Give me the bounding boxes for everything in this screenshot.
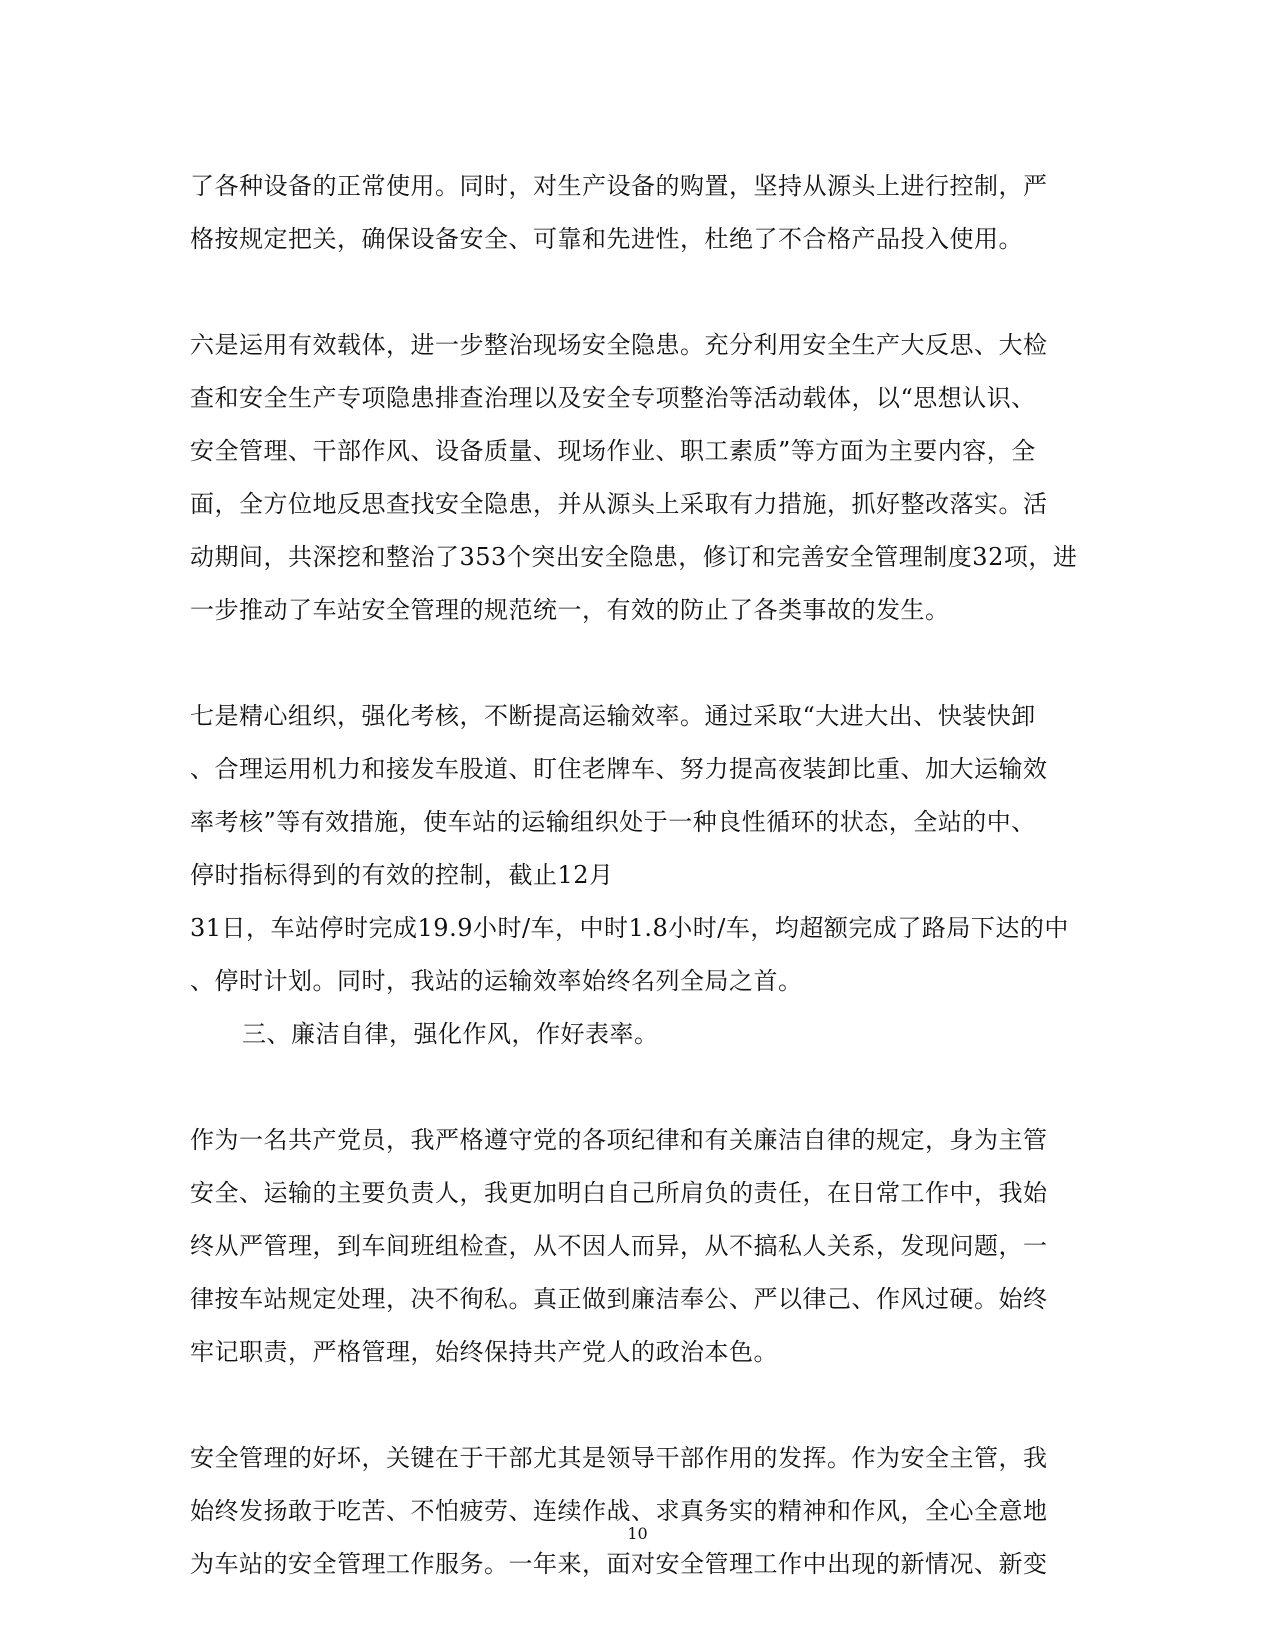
document-body [190,160,1090,1591]
paragraph-gap [190,266,1090,319]
text-line: 律按车站规定处理，决不徇私。真正做到廉洁奉公、严以律己、作风过硬。始终 [190,1285,1048,1313]
paragraph-party-member [190,1114,1090,1379]
text-line: 始终发扬敢于吃苦、不怕疲劳、连续作战、求真务实的精神和作风，全心全意地 [190,1497,1048,1525]
paragraph-item-six [190,319,1090,637]
paragraph-gap [190,1379,1090,1432]
section-heading: 三、廉洁自律，强化作风，作好表率。 [242,1020,659,1048]
paragraph-safety-management [190,1432,1090,1591]
text-line: 了各种设备的正常使用。同时，对生产设备的购置，坚持从源头上进行控制，严 [190,172,1048,200]
page-number: 10 [627,1524,648,1543]
paragraph-item-seven [190,690,1090,1008]
text-line: 作为一名共产党员，我严格遵守党的各项纪律和有关廉洁自律的规定，身为主管 [190,1126,1048,1154]
text-line: 终从严管理，到车间班组检查，从不因人而异，从不搞私人关系，发现问题，一 [190,1232,1048,1260]
text-line: 面，全方位地反思查找安全隐患，并从源头上采取有力措施，抓好整改落实。活 [190,490,1048,518]
paragraph-equipment [190,160,1090,266]
text-line: 一步推动了车站安全管理的规范统一，有效的防止了各类事故的发生。 [190,596,950,624]
text-line: 格按规定把关，确保设备安全、可靠和先进性，杜绝了不合格产品投入使用。 [190,225,1023,253]
text-line: 、停时计划。同时，我站的运输效率始终名列全局之首。 [190,967,803,995]
text-line: 率考核”等有效措施，使车站的运输组织处于一种良性循环的状态，全站的中、 [190,808,1036,836]
text-line: 动期间，共深挖和整治了353个突出安全隐患，修订和完善安全管理制度32项，进 [190,543,1078,571]
paragraph-gap [190,637,1090,690]
text-line: 安全、运输的主要负责人，我更加明白自己所肩负的责任，在日常工作中，我始 [190,1179,1048,1207]
text-line: 安全管理的好坏，关键在于干部尤其是领导干部作用的发挥。作为安全主管，我 [190,1444,1048,1472]
text-line: 查和安全生产专项隐患排查治理以及安全专项整治等活动载体，以“思想认识、 [190,384,1036,412]
text-line: 停时指标得到的有效的控制，截止12月 [190,861,614,889]
text-line: 七是精心组织，强化考核，不断提高运输效率。通过采取“大进大出、快装快卸 [190,702,1036,730]
text-line: 安全管理、干部作风、设备质量、现场作业、职工素质”等方面为主要内容，全 [190,437,1036,465]
text-line: 为车站的安全管理工作服务。一年来，面对安全管理工作中出现的新情况、新变 [190,1550,1048,1578]
text-line: 牢记职责，严格管理，始终保持共产党人的政治本色。 [190,1338,778,1366]
text-line: 六是运用有效载体，进一步整治现场安全隐患。充分利用安全生产大反思、大检 [190,331,1048,359]
text-line: 、合理运用机力和接发车股道、盯住老牌车、努力提高夜装卸比重、加大运输效 [190,755,1048,783]
section-heading-three [190,1008,1090,1061]
paragraph-gap [190,1061,1090,1114]
text-line: 31日，车站停时完成19.9小时/车，中时1.8小时/车，均超额完成了路局下达的中 [190,914,1069,942]
